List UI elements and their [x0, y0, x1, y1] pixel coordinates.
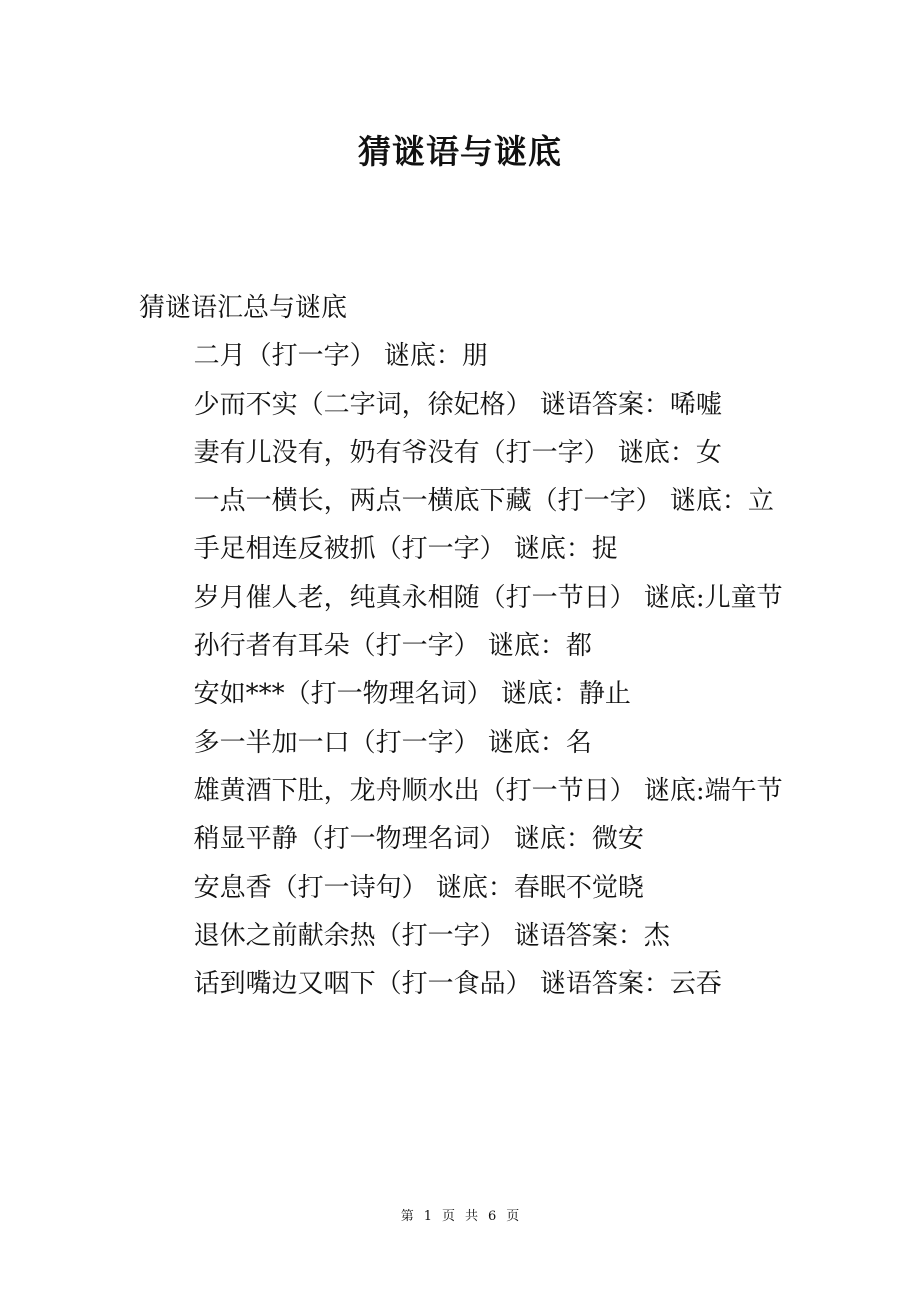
riddle-line: 手足相连反被抓（打一字） 谜底：捉 [193, 534, 618, 565]
riddle-line: 二月（打一字） 谜底：朋 [193, 341, 488, 372]
riddle-line: 安息香（打一诗句） 谜底：春眠不觉晓 [193, 872, 644, 903]
page-unit: 页 [441, 1209, 455, 1224]
page-number: 1 [423, 1209, 432, 1224]
riddle-line: 岁月催人老，纯真永相随（打一节日） 谜底:儿童节 [193, 582, 783, 613]
page-label: 第 [400, 1209, 414, 1224]
riddle-line: 话到嘴边又咽下（打一食品） 谜语答案：云吞 [193, 969, 722, 1000]
riddle-line: 多一半加一口（打一字） 谜底：名 [193, 727, 592, 758]
riddle-line: 少而不实（二字词，徐妃格） 谜语答案：唏嘘 [193, 389, 722, 420]
riddle-line: 退休之前献余热（打一字） 谜语答案：杰 [193, 920, 670, 951]
riddle-line: 稍显平静（打一物理名词） 谜底：微安 [193, 824, 644, 855]
document-title: 猜谜语与谜底 [358, 132, 562, 171]
section-heading: 猜谜语汇总与谜底 [139, 293, 348, 323]
riddle-line: 雄黄酒下肚，龙舟顺水出（打一节日） 谜底:端午节 [193, 775, 783, 806]
riddle-line: 孙行者有耳朵（打一字） 谜底：都 [193, 631, 592, 662]
total-unit: 页 [506, 1209, 520, 1224]
page-footer [0, 1207, 920, 1227]
total-pages: 6 [488, 1209, 497, 1224]
riddle-line: 妻有儿没有，奶有爷没有（打一字） 谜底：女 [193, 437, 722, 468]
total-label: 共 [465, 1209, 479, 1224]
document-body [139, 284, 804, 1008]
riddle-line: 一点一横长，两点一横底下藏（打一字） 谜底：立 [193, 486, 774, 517]
riddle-line: 安如***（打一物理名词） 谜底：静止 [193, 679, 631, 710]
